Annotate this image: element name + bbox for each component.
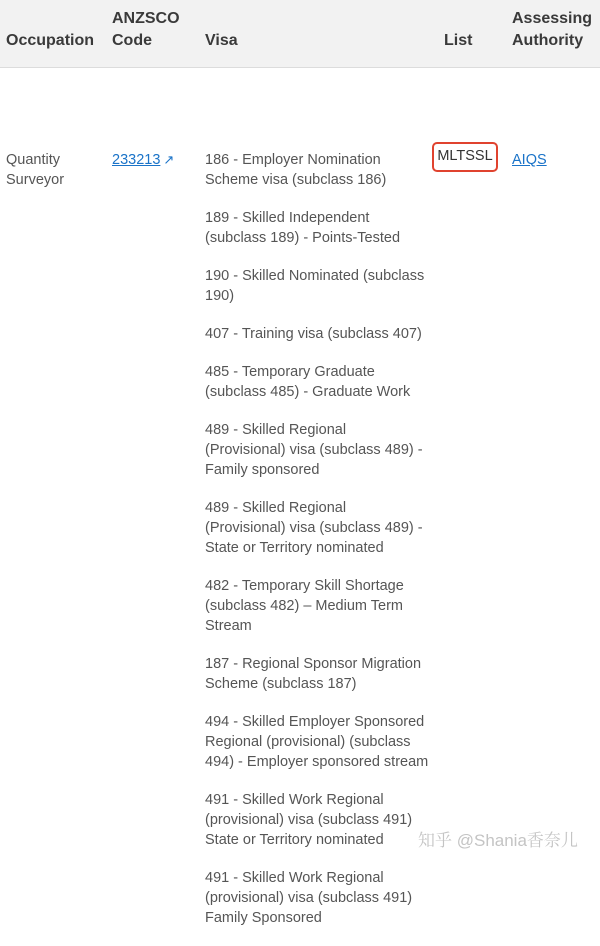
visa-list bbox=[205, 150, 430, 946]
visa-item: 482 - Temporary Skill Shortage (subclass 482) – Medium Term Stream bbox=[205, 578, 404, 634]
anzsco-code-cell bbox=[112, 150, 174, 170]
assessing-authority-cell bbox=[512, 150, 547, 170]
assessing-authority-link[interactable]: AIQS bbox=[512, 152, 547, 168]
external-link-icon[interactable]: ↗ bbox=[163, 152, 175, 167]
visa-item: 485 - Temporary Graduate (subclass 485) - Graduate Work bbox=[205, 364, 411, 400]
occupation-cell: Quantity Surveyor bbox=[6, 152, 65, 188]
visa-item: 491 - Skilled Work Regional (provisional) visa (subclass 491) Family Sponsored bbox=[205, 870, 413, 926]
header-occupation: Occupation bbox=[6, 32, 95, 49]
header-visa: Visa bbox=[205, 32, 238, 49]
visa-item: 489 - Skilled Regional (Provisional) visa (subclass 489) - State or Territory nominated bbox=[205, 500, 423, 556]
list-badge: MLTSSL bbox=[432, 142, 498, 172]
visa-item: 407 - Training visa (subclass 407) bbox=[205, 326, 422, 342]
visa-item: 489 - Skilled Regional (Provisional) visa (subclass 489) - Family sponsored bbox=[205, 422, 423, 478]
table-header bbox=[0, 0, 600, 68]
header-list: List bbox=[444, 32, 473, 49]
visa-item: 189 - Skilled Independent (subclass 189) - Points-Tested bbox=[205, 210, 401, 246]
visa-item: 494 - Skilled Employer Sponsored Regional (provisional) (subclass 494) - Employer sponsored stream bbox=[205, 714, 429, 770]
anzsco-code-text: 233213 bbox=[112, 152, 161, 168]
header-assessing-authority: Assessing Authority bbox=[512, 10, 593, 49]
visa-item: 190 - Skilled Nominated (subclass 190) bbox=[205, 268, 425, 304]
header-anzsco-code: ANZSCO Code bbox=[112, 10, 180, 49]
anzsco-code-link[interactable] bbox=[112, 152, 160, 168]
visa-item: 187 - Regional Sponsor Migration Scheme (subclass 187) bbox=[205, 656, 422, 692]
visa-item: 491 - Skilled Work Regional (provisional) visa (subclass 491) State or Territory nominated bbox=[205, 792, 413, 848]
visa-item: 186 - Employer Nomination Scheme visa (subclass 186) bbox=[205, 152, 387, 188]
watermark: 知乎 @Shania香奈儿 bbox=[418, 831, 578, 850]
